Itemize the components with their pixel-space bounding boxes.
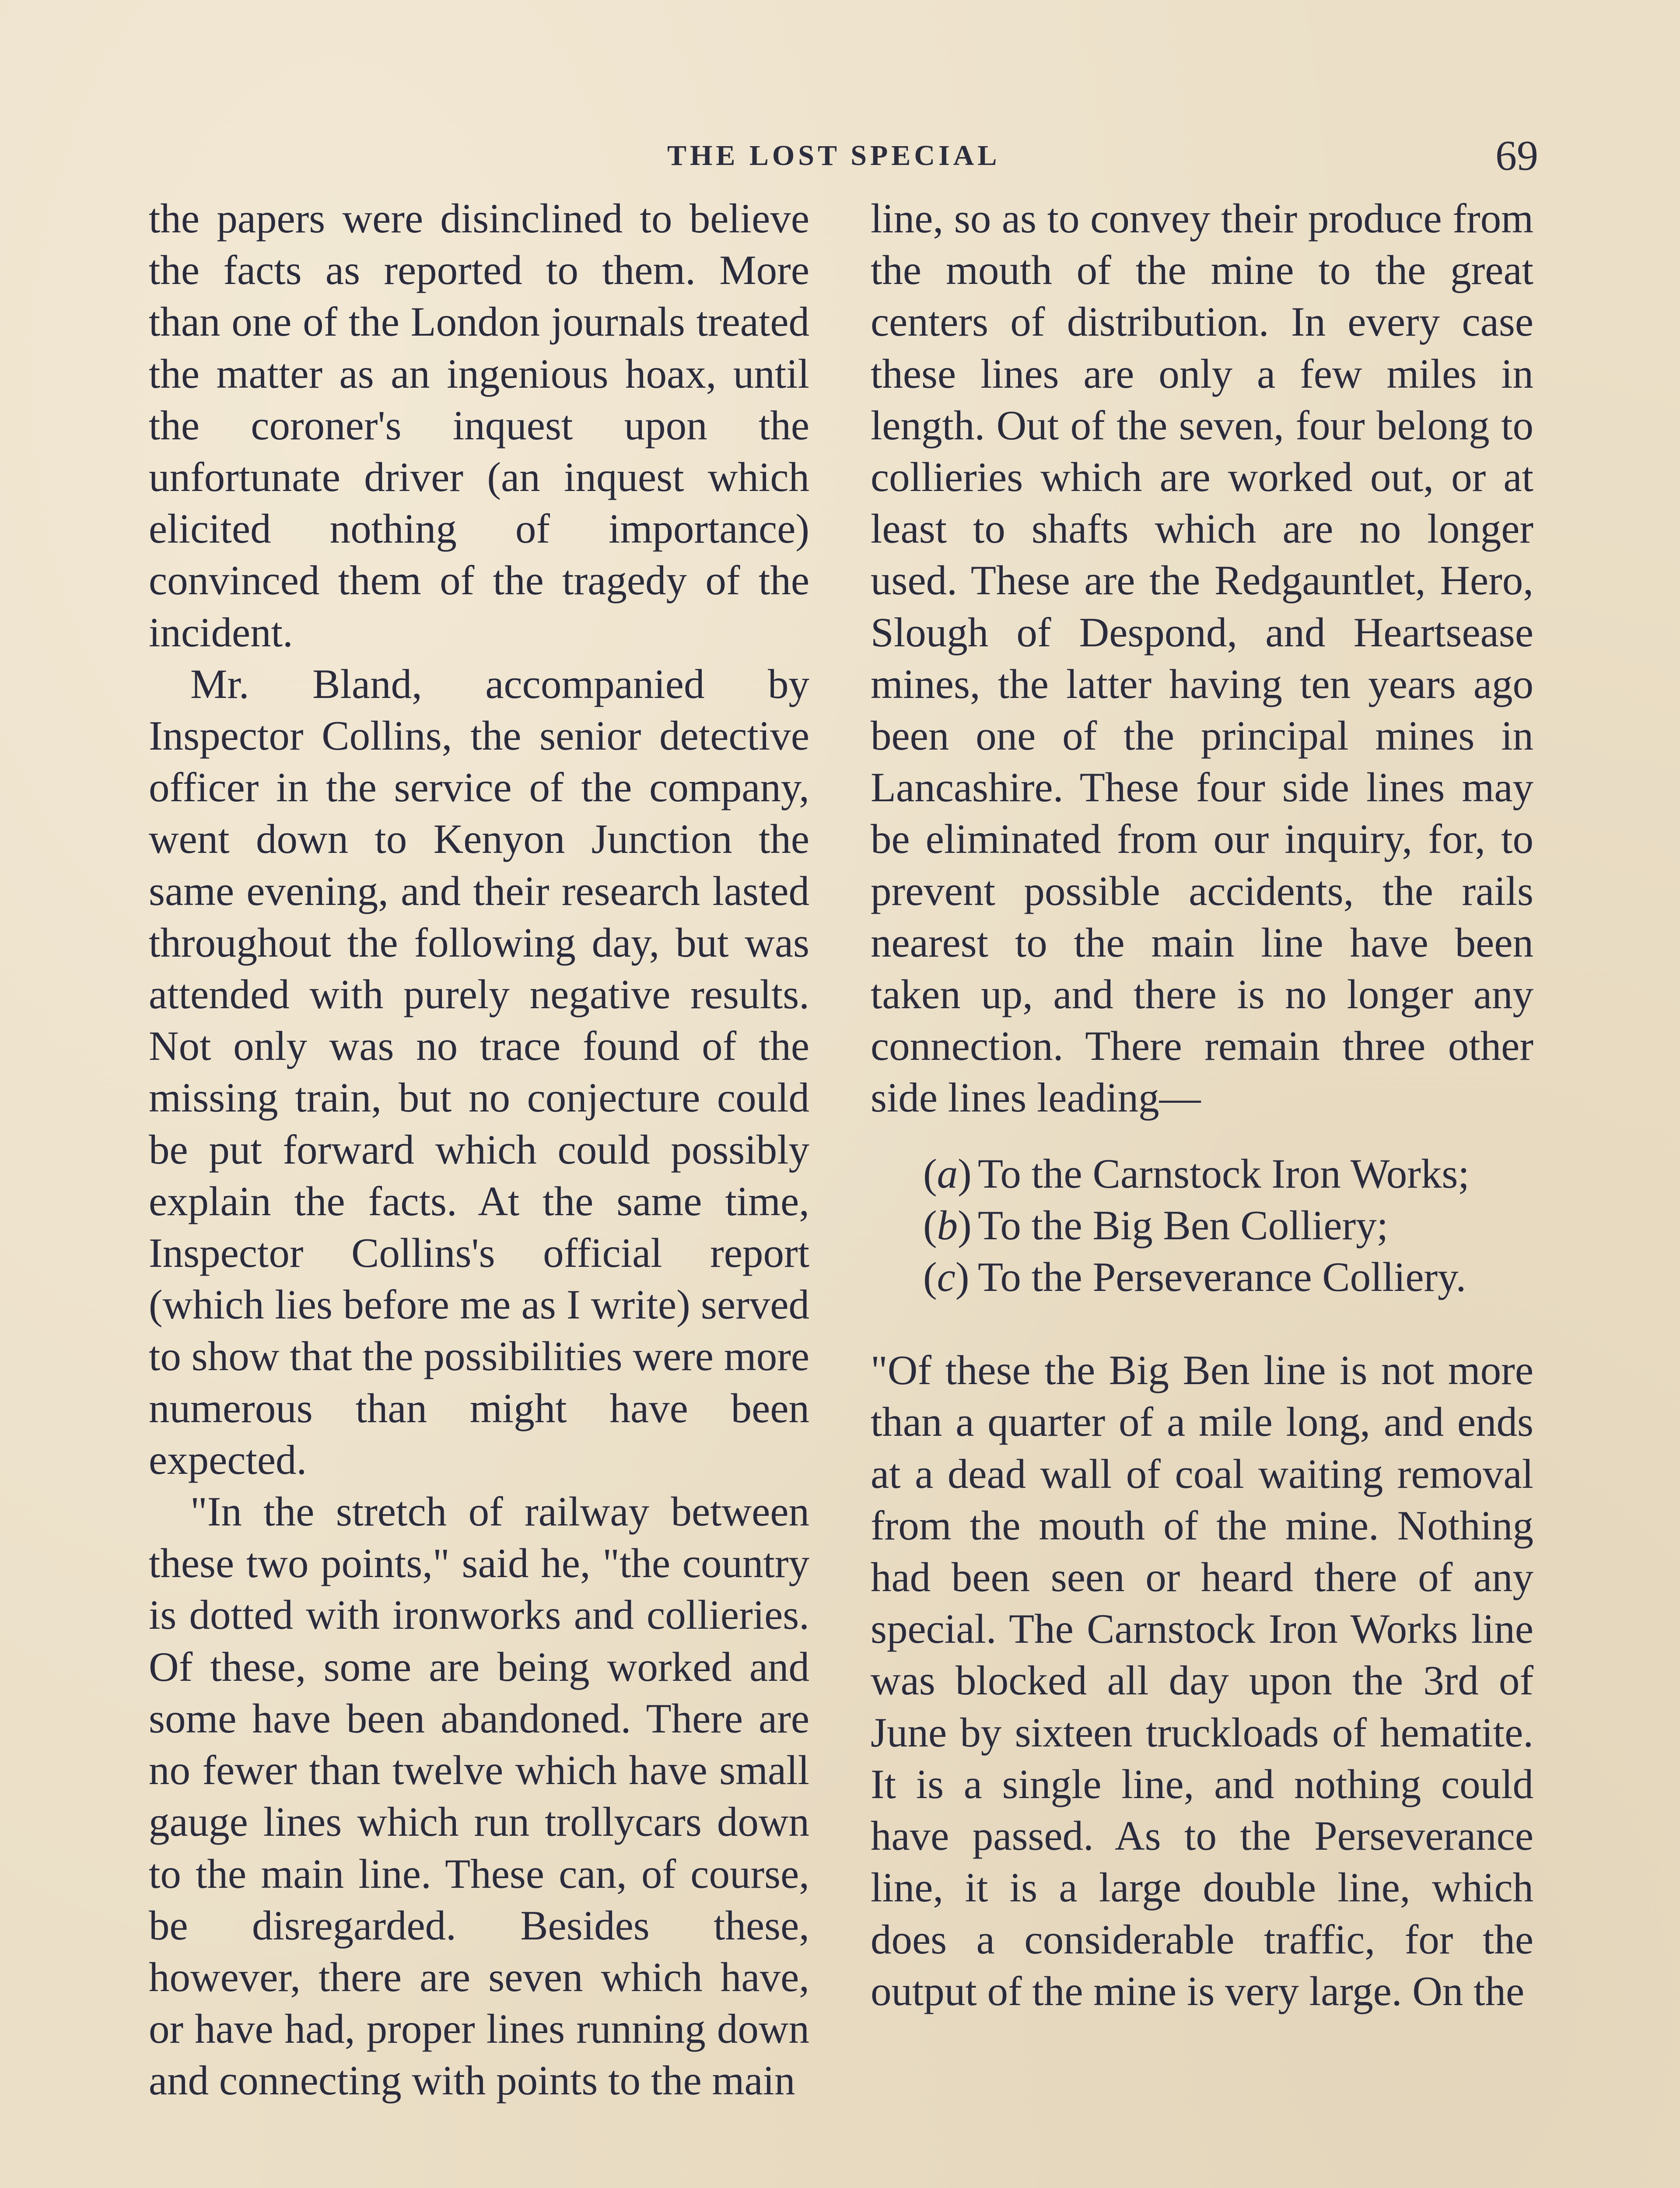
paragraph: line, so as to convey their produce from the mouth of the mine to the great centers of distribution. In every case these lines are only a few miles in length. Out of the seven, four belong to collieries which are worked out, or at least to shafts which are no longer used. These are the Redgauntlet, Hero, Slough of Despond, and Heartsease mines, the latter having ten years ago been one of the principal mines in Lancashire. These four side lines may be eliminated from our inquiry, for, to prevent possible accidents, the rails nearest to the main line have been taken up, and there is no longer any connection. There remain three other side lines leading— — [871, 195, 1533, 1121]
paragraph: "In the stretch of railway between these two points," said he, "the country is dotted with ironworks and collieries. Of these, some are being worked and some have been abandoned. There are no fewer than twelve which have small gauge lines which run trollycars down to the main line. These can, of course, be disregarded. Besides these, however, there are seven which have, or have had, proper lines running down and connecting with points to the main — [149, 1488, 809, 2104]
paragraph: "Of these the Big Ben line is not more than a quarter of a mile long, and ends at a dead wall of coal waiting removal from the mouth of the mine. Nothing had been seen or heard there of any special. The Carnstock Iron Works line was blocked all day upon the 3rd of June by sixteen truckloads of hematite. It is a single line, and nothing could have passed. As to the Perseverance line, it is a large double line, which does a considerable traffic, for the output of the mine is very large. On the — [871, 1347, 1533, 2014]
left-column — [149, 193, 809, 2107]
running-title: THE LOST SPECIAL — [667, 140, 1001, 172]
paragraph: the papers were disinclined to believe the facts as reported to them. More than one of the London journals treated the matter as an ingenious hoax, until the coroner's inquest upon the unfortunate driver (an inquest which elicited nothing of importance) convinced them of the tragedy of the incident. — [149, 195, 809, 656]
list-item-text: To the Perseverance Colliery. — [978, 1254, 1466, 1301]
list-marker: (a) — [923, 1150, 972, 1197]
list-marker: (b) — [923, 1202, 972, 1248]
list-item-text: To the Carnstock Iron Works; — [978, 1150, 1470, 1197]
page-number: 69 — [1495, 132, 1538, 179]
right-column — [871, 193, 1533, 2017]
list-item — [871, 1148, 1533, 1199]
list-item — [871, 1199, 1533, 1251]
paragraph: Mr. Bland, accompanied by Inspector Collins, the senior detective officer in the service of the company, went down to Kenyon Junction the same evening, and their research lasted throughout the following day, but was attended with purely negative results. Not only was no trace found of the missing train, but no conjecture could be put forward which could possibly explain the facts. At the same time, Inspector Collins's official report (which lies before me as I write) served to show that the possibilities were more numerous than might have been expected. — [149, 660, 809, 1483]
list-marker: (c) — [923, 1254, 970, 1301]
list-item — [871, 1251, 1533, 1303]
side-lines-list — [871, 1148, 1533, 1303]
list-item-text: To the Big Ben Colliery; — [978, 1202, 1388, 1248]
